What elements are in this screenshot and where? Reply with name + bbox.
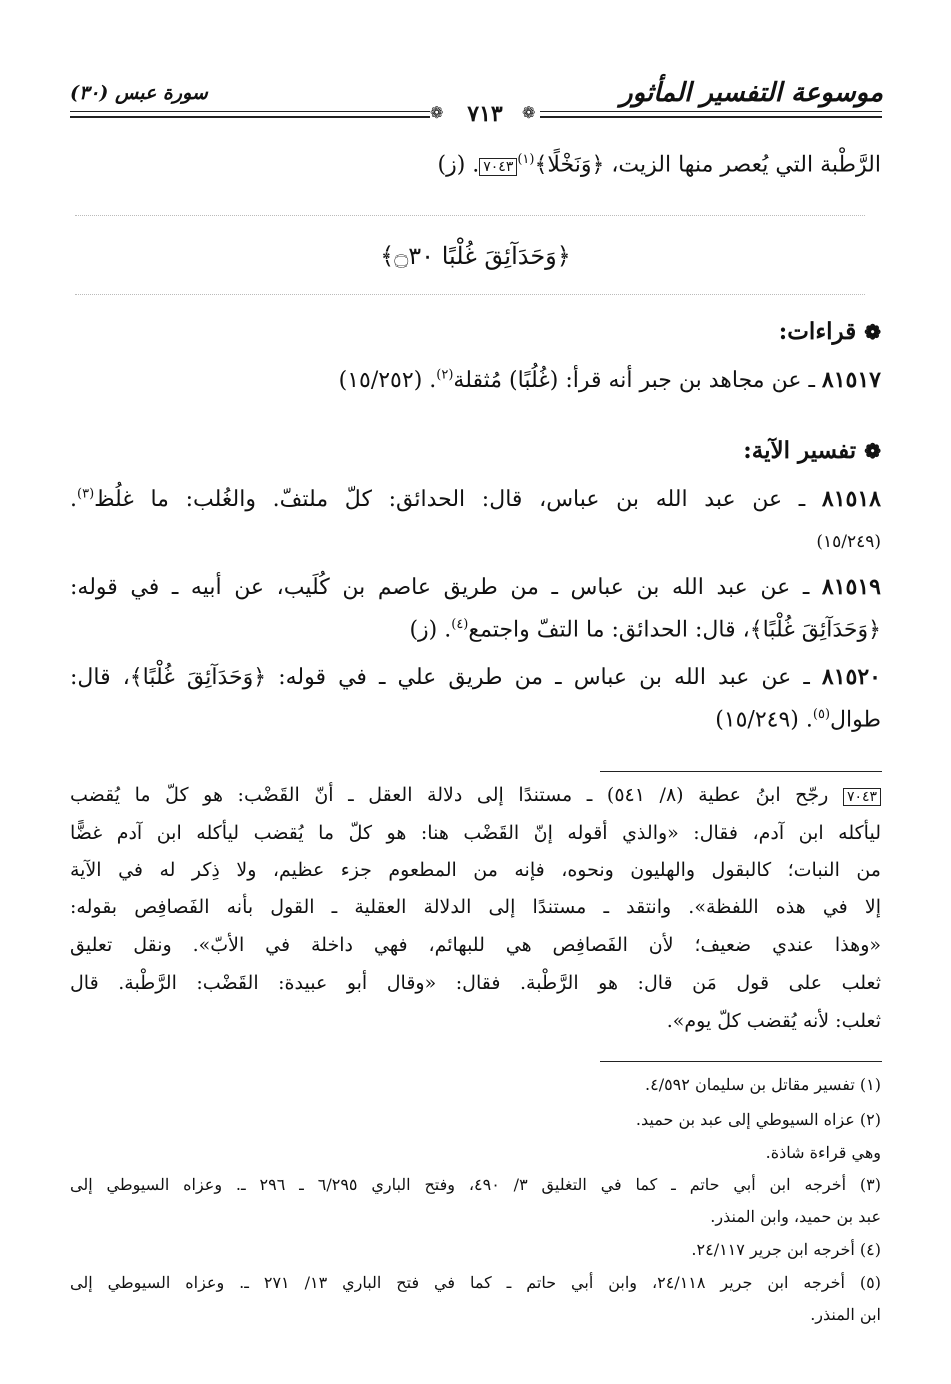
ornament-icon: ❁ [430, 103, 444, 122]
flower-icon: ❁ [864, 320, 881, 344]
commentary-line: «وهذا عندي ضعيف؛ لأن الفَصافِص هي للبهائم، فهي داخلة في الأبّ». ونقل تعليق [70, 934, 881, 956]
commentary-line: ثعلب: لأنه يُقضب كلّ يوم». [666, 1010, 881, 1032]
footnote: (٤) أخرجه ابن جرير ٢٤/١١٧. [691, 1240, 881, 1259]
footnote-separator [600, 1061, 882, 1062]
footnote: (١) تفسير مقاتل بن سليمان ٤/٥٩٢. [645, 1075, 881, 1094]
footnote: (٣) أخرجه ابن أبي حاتم ـ كما في التغليق ٣/ ٤٩٠، وفتح الباري ٦/٢٩٥ ـ ٢٩٦ ـ. وعزاه السيوطي إلى [70, 1175, 882, 1194]
commentary-line: ليأكله ابن آدم، فقال: «والذي أقوله إنّ القَضْب هنا: هو كلّ ما يُقضب ليأكله ابن آدم غضًّا [70, 822, 881, 844]
book-title: موسوعة التفسير المأثور [620, 78, 883, 108]
commentary-line: إلا في هذه اللفظة». وانتقد ـ مستندًا إلى الدلالة العقلية ـ القول بأنه الفَصافِص بقوله: [70, 896, 881, 918]
entry-81518-ref: (١٥/٢٤٩) [816, 532, 881, 552]
commentary-separator [600, 771, 882, 772]
tafsir-heading: ❁ تفسير الآية: [743, 437, 881, 464]
readings-heading: ❁ قراءات: [778, 318, 881, 345]
surah-label: سورة عبس (٣٠) [70, 82, 208, 104]
commentary-line: من النبات؛ كالبقول والهليون ونحوه، فإنه من المطعوم جزء عظيم، ولا ذِكر له في الآية [70, 859, 881, 881]
footnote: ابن المنذر. [810, 1305, 881, 1324]
intro-line: الرَّطْبة التي يُعصر منها الزيت، ﴿وَنَخْلًا﴾$^{(١)}$٧٠٤٣. (ز) [437, 152, 881, 178]
footnote: وهي قراءة شاذة. [765, 1143, 881, 1162]
ornament-icon: ❁ [522, 103, 536, 122]
footnote: عبد بن حميد، وابن المنذر. [710, 1207, 881, 1226]
quran-verse: ﴿وَحَدَآئِقَ غُلْبًا ۝٣٠﴾ [380, 242, 571, 270]
entry-81520-line1: ٨١٥٢٠ ـ عن عبد الله بن عباس ـ من طريق علي ـ في قوله: ﴿وَحَدَآئِقَ غُلْبًا﴾، قال: [70, 664, 881, 690]
flower-icon: ❁ [864, 439, 881, 463]
entry-81518-line1: ٨١٥١٨ ـ عن عبد الله بن عباس، قال: الحدائق: كلّ ملتفّ. والغُلب: ما غلُظ$^{(٣)}$. [70, 486, 881, 512]
commentary-line: ٧٠٤٣ رجّح ابنُ عطية (٨/ ٥٤١) ـ مستندًا إلى دلالة العقل ـ أنّ القَضْب: هو كلّ ما يُقضب [70, 784, 881, 806]
footnote: (٥) أخرجه ابن جرير ٢٤/١١٨، وابن أبي حاتم ـ كما في فتح الباري ١٣/ ٢٧١ ـ. وعزاه السيوطي إلى [70, 1273, 881, 1292]
entry-81519-line2: ﴿وَحَدَآئِقَ غُلْبًا﴾، قال: الحدائق: ما التفّ واجتمع$^{(٤)}$. (ز) [409, 617, 881, 643]
footnote: (٢) عزاه السيوطي إلى عبد بن حميد. [635, 1110, 881, 1129]
entry-81520-line2: طوال$^{(٥)}$. (١٥/٢٤٩) [715, 707, 881, 733]
entry-81519-line1: ٨١٥١٩ ـ عن عبد الله بن عباس ـ من طريق عاصم بن كُلَيب، عن أبيه ـ في قوله: [70, 574, 881, 600]
entry-81517: ٨١٥١٧ ـ عن مجاهد بن جبر أنه قرأ: (غُلُبًا) مُثقلة$^{(٢)}$. (١٥/٢٥٢) [338, 367, 881, 393]
commentary-line: ثعلب على قول مَن قال: هو الرَّطْبة. فقال: «وقال أبو عبيدة: القَضْب: الرَّطْبة. قال [70, 972, 881, 994]
page-number: ٧١٣ [467, 101, 503, 127]
